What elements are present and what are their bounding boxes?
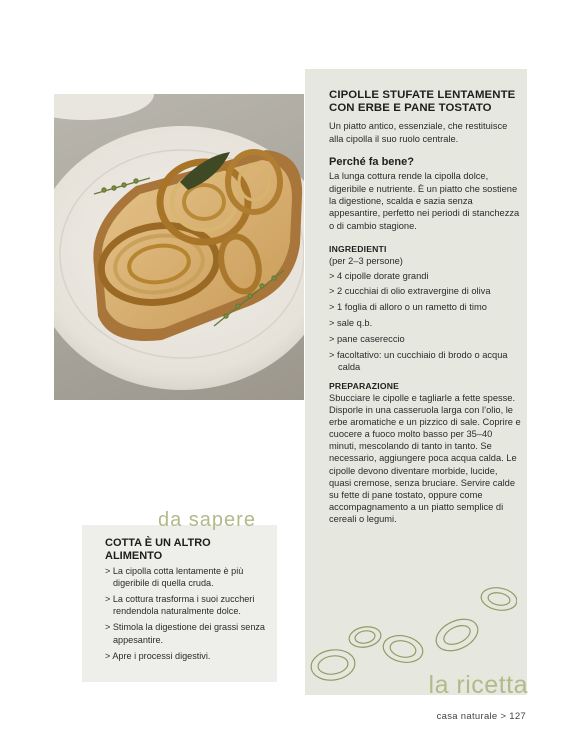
recipe-panel (305, 69, 528, 699)
info-item: > La cottura trasforma i suoi zuccheri rendendola naturalmente dolce. (105, 594, 255, 617)
recipe-intro: Un piatto antico, essenziale, che restituisce alla cipolla il suo ruolo centrale. (329, 121, 508, 144)
preparation-heading: PREPARAZIONE (329, 381, 400, 392)
recipe-content (329, 89, 521, 525)
recipe-title: CIPOLLE STUFATE LENTAMENTE CON ERBE E PANE TOSTATO (329, 89, 516, 114)
info-title: COTTA È UN ALTRO ALIMENTO (105, 537, 211, 562)
servings: (per 2–3 persone) (329, 256, 403, 267)
ingredients-list (329, 270, 521, 373)
info-item: > Stimola la digestione dei grassi senza appesantire. (105, 622, 265, 645)
info-section-label: da sapere (158, 509, 256, 531)
ingredient-item: > sale q.b. (329, 318, 373, 329)
info-item: > La cipolla cotta lentamente è più digeribile di quella cruda. (105, 566, 244, 589)
ingredients-heading: INGREDIENTI (329, 244, 387, 255)
recipe-photo (54, 94, 304, 400)
ingredient-item: > 4 cipolle dorate grandi (329, 270, 429, 281)
onion-toast-illustration (54, 94, 304, 400)
ingredient-item: > 1 foglia di alloro o un rametto di timo (329, 302, 487, 313)
why-heading: Perché fa bene? (329, 156, 414, 169)
ingredient-item: > facoltativo: un cucchiaio di brodo o acqua calda (329, 349, 508, 372)
preparation-text: Sbucciare le cipolle e tagliarle a fette spesse. Disporle in una casseruola larga con l’olio, le erbe aromatiche e un pizzico di sale. Coprire e cuocere a fuoco molto basso per 35–40 minuti, mescolando di tanto in tanto. Se necessario, aggiungere poca acqua calda. Le cipolle devono diventare morbide, lucide, quasi cremose, senza bruciare. Servire calde su fette di pane tostato, oppure come accompagnamento a un piatto semplice di cereali o legumi. (329, 393, 521, 524)
recipe-section-label: la ricetta (428, 671, 528, 699)
ingredient-item: > 2 cucchiai di olio extravergine di oliva (329, 286, 491, 297)
why-text: La lunga cottura rende la cipolla dolce, digeribile e nutriente. È un piatto che sostiene la digestione, scalda e sazia senza appesantire, perfetto nei periodi di stanchezza o di cambio stagione. (329, 171, 520, 231)
info-item: > Apre i processi digestivi. (105, 650, 211, 661)
ingredient-item: > pane casereccio (329, 333, 405, 344)
page-footer: casa naturale > 127 (436, 711, 526, 722)
info-list (105, 565, 270, 666)
